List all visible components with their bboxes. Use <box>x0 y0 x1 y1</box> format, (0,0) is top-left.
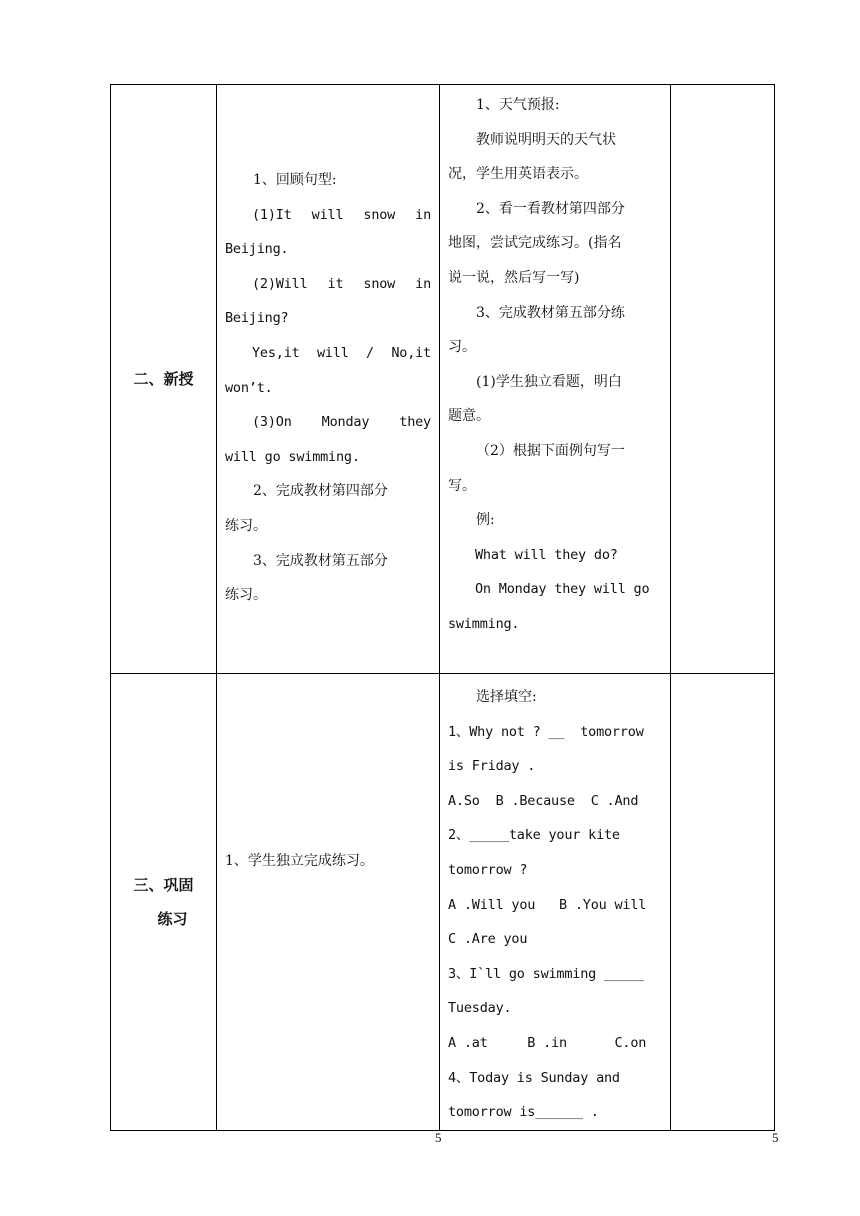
text-line: 练习。 <box>225 587 267 604</box>
text-line: 写。 <box>448 477 476 494</box>
notes-cell <box>671 674 775 1131</box>
table-row <box>111 674 775 1131</box>
text-line: (1)学生独立看题，明白 <box>476 373 622 390</box>
text-line: 例: <box>476 512 495 529</box>
text-line: （2）根据下面例句写一 <box>476 442 625 459</box>
page-number: 5 <box>435 1130 442 1145</box>
text-line: will go swimming. <box>225 448 360 465</box>
step-label: 三、巩固 <box>133 875 194 894</box>
text-line: 教师说明明天的天气状 <box>476 131 616 148</box>
text-line: swimming. <box>448 615 520 632</box>
text-line: A .Will you B .You will <box>448 896 647 913</box>
text-line: tomorrow ? <box>448 861 528 878</box>
text-line: 选择填空: <box>476 689 537 705</box>
teacher-activity-cell <box>440 674 671 1131</box>
text-line: 说一说，然后写一写) <box>448 269 580 286</box>
lesson-plan-table <box>110 84 775 1131</box>
text-line: 况，学生用英语表示。 <box>448 166 588 183</box>
student-activity-cell <box>217 674 440 1131</box>
student-activity-cell <box>217 85 440 674</box>
text-line: 练习。 <box>225 517 267 534</box>
text-line: won’t. <box>225 379 273 396</box>
text-line: 3、I`ll go swimming _____ <box>448 965 644 982</box>
text-line: 1、Why not ? __ tomorrow <box>448 723 644 740</box>
text-line: 3、完成教材第五部分 <box>253 552 388 569</box>
text-line: 2、_____take your kite <box>448 827 620 844</box>
text-line: 地图，尝试完成练习。(指名 <box>448 235 622 252</box>
text-line: What will they do? <box>475 546 618 563</box>
text-line: 题意。 <box>448 408 490 425</box>
text-line: Yes,it will / No,it <box>252 344 431 361</box>
text-line: 1、天气预报: <box>476 97 560 113</box>
text-line: 2、看一看教材第四部分 <box>476 200 625 217</box>
text-line: 2、完成教材第四部分 <box>253 483 388 500</box>
text-line: 3、完成教材第五部分练 <box>476 304 625 321</box>
table-row <box>111 85 775 674</box>
text-line: On Monday they will go <box>475 581 650 598</box>
step-label: 练习 <box>157 909 188 928</box>
text-line: (1)It will snow in <box>252 206 431 223</box>
text-line: A .at B .in C.on <box>448 1034 647 1051</box>
teacher-activity-cell <box>440 85 671 674</box>
text-line: 1、回顾句型: <box>253 172 337 188</box>
text-line: is Friday . <box>448 758 536 775</box>
step-cell <box>111 85 217 674</box>
step-label: 二、新授 <box>133 370 194 388</box>
text-line: Tuesday. <box>448 1000 512 1017</box>
text-line: Beijing. <box>225 241 289 258</box>
text-line: 1、学生独立完成练习。 <box>225 853 374 869</box>
text-line: Beijing? <box>225 310 289 327</box>
text-line: 习。 <box>448 339 476 356</box>
notes-cell <box>671 85 775 674</box>
text-line: C .Are you <box>448 931 528 948</box>
text-line: (3)On Monday they <box>252 414 431 431</box>
text-line: tomorrow is______ . <box>448 1104 599 1121</box>
page-number-right: 5 <box>772 1130 779 1145</box>
text-line: A.So B .Because C .And <box>448 792 639 809</box>
text-line: 4、Today is Sunday and <box>448 1069 620 1086</box>
step-cell <box>111 674 217 1131</box>
text-line: (2)Will it snow in <box>252 275 431 292</box>
